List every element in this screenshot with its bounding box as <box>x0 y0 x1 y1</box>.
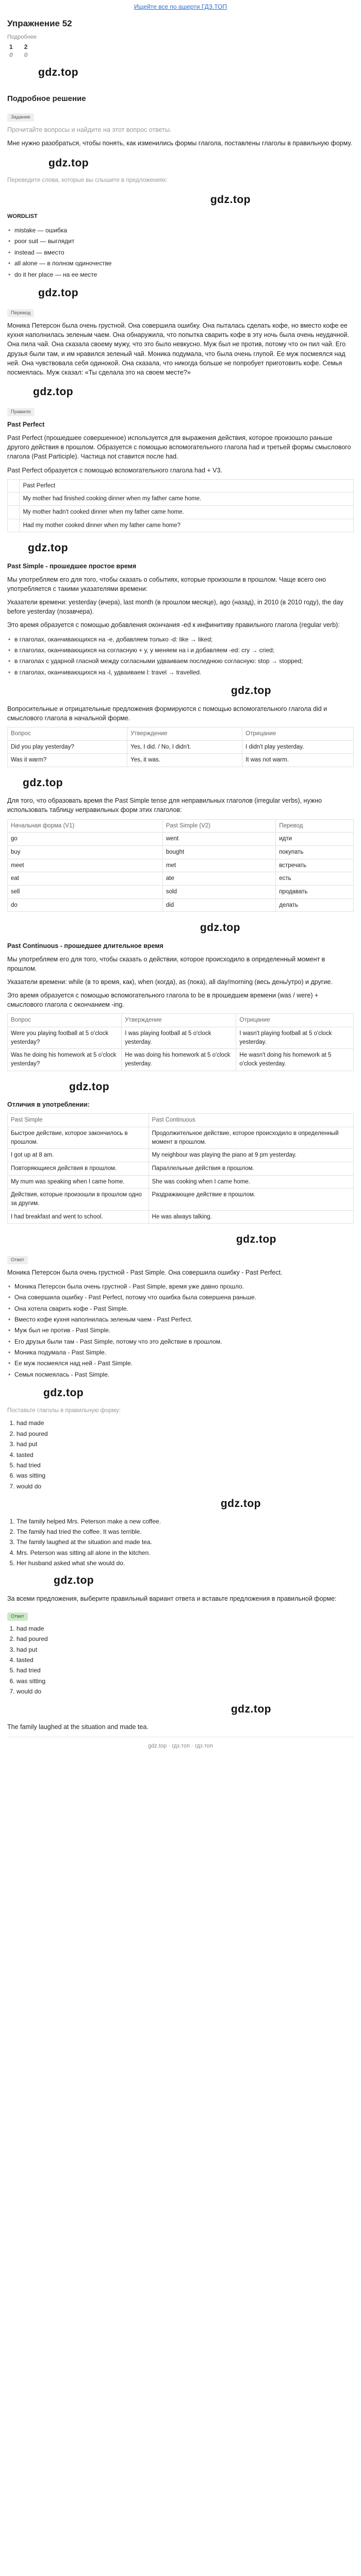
final-answer: 6. was sitting <box>17 1677 354 1686</box>
answer-line: • Ее муж посмеялся над ней - Past Simple. <box>7 1358 354 1369</box>
tag-task: Задание <box>7 113 34 122</box>
fill-item: 4. tasted <box>17 1451 354 1460</box>
answer-sentence: 1. The family helped Mrs. Peterson make a new coffee. <box>17 1517 354 1526</box>
answer-sentence: 3. The family laughed at the situation and made tea. <box>17 1538 354 1547</box>
simple-rules <box>7 634 354 679</box>
answer-line: • Она совершила ошибку - Past Perfect, потому что ошибка была совершена раньше. <box>7 1292 354 1303</box>
questions-title: Вопросительные и отрицательные предложения формируются с помощью вспомогательного глагола did и смыслового глагола в начальной форме. <box>7 705 327 722</box>
diff-table: Past Simple Past Continuous Быстрое действие, которое закончилось в прошлом. Продолжительное действие, которое происходило в определенный момент в прошлом. I got up at 8 am. My neighbour was playing the piano at 9 pm yesterday. Повторяющиеся действия в прошлом. Параллельные действия в прошлом. My mum was speaking when I came home. She was cooking when I came home. Действия, которые произошли в прошлом одно за другим. Раздражающее действие в прошлом. I had breakfast and went to school. He was always talking. <box>7 1113 354 1224</box>
watermark: gdz.top <box>236 1233 276 1246</box>
watermark: gdz.top <box>38 66 79 79</box>
perfect-table: Past Perfect My mother had finished cooking dinner when my father came home. My mother hadn't cooked dinner when my father came home. Had my mother cooked dinner when my father came home? <box>7 479 354 533</box>
word-item: • mistake — ошибка <box>7 225 354 236</box>
watermark: gdz.top <box>210 193 251 206</box>
wordlist-title: WORDLIST <box>7 213 38 220</box>
rule-item: • в глаголах, оканчивающихся на -l, удваиваем l: travel → travelled. <box>7 667 354 678</box>
word-item: • instead — вместо <box>7 247 354 258</box>
fill-list <box>7 1419 354 1491</box>
continuous-title: Past Continuous - прошедшее длительное время <box>7 942 163 950</box>
rating-1[interactable]: 1 0 <box>9 43 13 59</box>
rule-item: • в глаголах, оканчивающихся на -е, добавляем только -d: like → liked; <box>7 634 354 645</box>
translation-paragraph: Моника Петерсон была очень грустной. Она совершила ошибку. Она пыталась сделать кофе, но вместо кофе ее кухня наполнилась зеленым чаем. Она обнаружила, что попытка сварить кофе в эту ночь была очень неудачной. Она пила чай. Она сказала своему мужу, что это было невкусно. Муж был не против, потому что он пил чай. Его друзья были там, и им нравился зеленый чай. Моника подумала, что была очень глупой. Ее муж посмеялся над ней. Она чувствовала себя одинокой. Она сказала, что никогда больше не попробует приготовить кофе. Семья посмеялась. Муж сказал: «Ты сделала это на своем месте?» <box>7 322 349 376</box>
simple-form: Это время образуется с помощью добавления окончания -ed к инфинитиву правильного глагола (regular verb): <box>7 621 340 629</box>
watermark: gdz.top <box>23 776 63 789</box>
simple-intro: Мы употребляем его для того, чтобы сказать о событиях, которые произошли в прошлом. Чаще всего оно употребляется с такими указателями времени: <box>7 575 326 593</box>
word-list <box>7 225 354 280</box>
final-answer: 1. had made <box>17 1624 354 1633</box>
watermark: gdz.top <box>231 685 271 697</box>
tag-answer: Ответ <box>7 1256 28 1264</box>
answer-intro: Моника Петерсон была очень грустной - Past Simple. Она совершила ошибку - Past Perfect. <box>7 1268 283 1276</box>
final-answer: 2. had poured <box>17 1635 354 1643</box>
fill-item: 2. had poured <box>17 1430 354 1438</box>
answer-line: • Моника подумала - Past Simple. <box>7 1347 354 1358</box>
top-link[interactable]: Ищейте все по ашерти ГДЗ.ТОП <box>134 3 227 10</box>
fill-item: 5. had tried <box>17 1461 354 1470</box>
breadcrumb[interactable]: Подробнее <box>7 34 37 41</box>
continuous-form: Это время образуется с помощью вспомогательного глагола to be в прошедшем времени (was / were) + смыслового глагола с окончанием -ing. <box>7 992 319 1009</box>
continuous-intro: Мы употребляем его для того, чтобы сказать о действии, которое происходило в определенный момент в прошлом. <box>7 955 325 972</box>
word-item: • all alone — в полном одиночестве <box>7 258 354 269</box>
watermark: gdz.top <box>48 157 89 169</box>
rating-2[interactable]: 2 0 <box>24 43 28 59</box>
watermark: gdz.top <box>54 1574 94 1587</box>
irregular-table: Начальная форма (V1) Past Simple (V2) Перевод go went идти buy bought покупать meet met встречать eat ate есть sell sold продавать do did делать <box>7 819 354 912</box>
final-sentence: The family laughed at the situation and made tea. <box>7 1723 149 1731</box>
watermark: gdz.top <box>38 286 79 299</box>
tag-rule: Правило <box>7 408 35 416</box>
watermark: gdz.top <box>43 1387 84 1399</box>
answer-line: • Моника Петерсон была очень грустной - Past Simple, время уже давно прошло. <box>7 1281 354 1292</box>
final-answers <box>7 1624 354 1697</box>
watermark: gdz.top <box>33 385 74 398</box>
tag-answer-final: Ответ <box>7 1613 28 1621</box>
answer-line: • Муж был не против - Past Simple. <box>7 1325 354 1336</box>
final-answer: 7. would do <box>17 1687 354 1696</box>
watermark: gdz.top <box>231 1703 271 1715</box>
fill-item: 3. had put <box>17 1440 354 1449</box>
simple-title: Past Simple - прошедшее простое время <box>7 562 137 570</box>
watermark: gdz.top <box>28 542 69 554</box>
tag-translation: Перевод <box>7 309 34 317</box>
watermark: gdz.top <box>69 1080 110 1093</box>
final-title: За всеми предложения, выберите правильный вариант ответа и вставьте предложения в правильной форме: <box>7 1595 337 1602</box>
fill-item: 7. would do <box>17 1482 354 1491</box>
rule-examples-title: Past Perfect образуется с помощью вспомогательного глагола had + V3. <box>7 466 222 474</box>
diff-title: Отличия в употреблении: <box>7 1101 90 1109</box>
fill-title: Поставьте глаголы в правильную форму: <box>7 1407 121 1414</box>
answer-line: • Его друзья были там - Past Simple, потому что это действие в прошлом. <box>7 1336 354 1347</box>
continuous-table: Вопрос Утверждение Отрицание Were you playing football at 5 o'clock yesterday? I was playing football at 5 o'clock yesterday. I wasn't playing football at 5 o'clock yesterday. Was he doing his homework at 5 o'clock yesterday? He was doing his homework at 5 o'clock yesterday. He wasn't doing his homework at 5 o'clock yesterday. <box>7 1013 354 1071</box>
rule-title: Past Perfect <box>7 421 45 429</box>
rule-item: • в глаголах с ударной гласной между согласными удваиваем последнюю согласную: stop → stopped; <box>7 656 354 667</box>
top-banner <box>0 0 361 12</box>
fill-item: 6. was sitting <box>17 1471 354 1480</box>
final-answer: 3. had put <box>17 1646 354 1654</box>
rule-intro: Past Perfect (прошедшее совершенное) используется для выражения действия, которое произошло раньше другого действия в прошлом. Образуется с помощью вспомогательного глагола had и третьей формы смыслового глагола (Past Participle). Частица not ставится после had. <box>7 434 351 461</box>
answer-line: • Вместо кофе кухня наполнилась зеленым чаем - Past Perfect. <box>7 1314 354 1325</box>
answer-line: • Она хотела сварить кофе - Past Simple. <box>7 1303 354 1314</box>
final-answer: 4. tasted <box>17 1656 354 1665</box>
word-item: • do it her place — на ее месте <box>7 269 354 280</box>
answer-sentences <box>7 1517 354 1568</box>
answer-line: • Семья посмеялась - Past Simple. <box>7 1369 354 1380</box>
watermark: gdz.top <box>200 922 240 934</box>
watermark: gdz.top <box>220 1498 261 1510</box>
fill-item: 1. had made <box>17 1419 354 1428</box>
exercise-title: Упражнение 52 <box>7 19 72 29</box>
irregular-title: Для того, что образовать время the Past Simple tense для неправильных глаголов (irregular verbs), нужно использовать таблицу неправильных форм этих глаголов: <box>7 797 322 814</box>
continuous-markers: Указатели времени: while (в то время, как), when (когда), as (пока), all day/morning (весь день/утро) и другие. <box>7 978 333 986</box>
section-title: Подробное решение <box>7 94 86 103</box>
final-answer: 5. had tried <box>17 1666 354 1675</box>
answer-sentence: 5. Her husband asked what she would do. <box>17 1559 354 1568</box>
rating-bar <box>9 43 354 60</box>
footer-links[interactable]: gdz.top · гдз.топ · гдз.топ <box>148 1743 213 1750</box>
intro-line-1: Прочитайте вопросы и найдите на этот вопрос ответы. <box>7 126 172 134</box>
simple-markers: Указатели времени: yesterday (вчера), last month (в прошлом месяце), ago (назад), in 2010 (в 2010 году), the day before yesterday (позавчера). <box>7 599 343 616</box>
answer-lines <box>7 1281 354 1381</box>
task-label: Переведите слова, которые вы слышите в предложениях: <box>7 177 168 183</box>
answer-sentence: 2. The family had tried the coffee. It was terrible. <box>17 1528 354 1536</box>
intro-line-2: Мне нужно разобраться, чтобы понять, как изменились формы глагола, поставлены глаголы в правильную форму. <box>7 140 352 147</box>
answer-sentence: 4. Mrs. Peterson was sitting all alone in the kitchen. <box>17 1549 354 1557</box>
simple-table: Вопрос Утверждение Отрицание Did you play yesterday? Yes, I did. / No, I didn't. I didn't play yesterday. Was it warm? Yes, it was. It was not warm. <box>7 727 354 767</box>
word-item: • poor suit — выглядит <box>7 236 354 247</box>
rule-item: • в глаголах, оканчивающихся на согласную + у, у меняем на i и добавляем -ed: cry → cried; <box>7 645 354 656</box>
content <box>0 18 361 1751</box>
